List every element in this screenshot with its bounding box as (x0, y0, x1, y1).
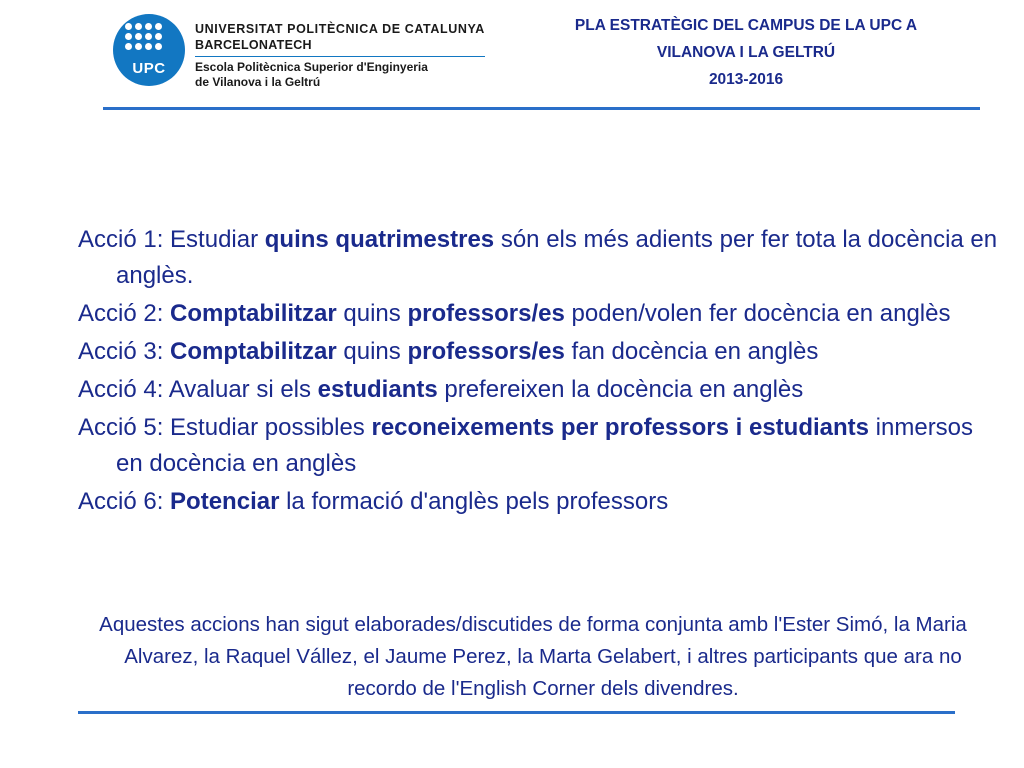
action-text: Acció 3: (78, 338, 171, 365)
upc-logo (113, 14, 493, 94)
action-text: quins quatrimestres (264, 226, 495, 253)
university-subname: BARCELONATECH (195, 38, 312, 52)
school-name-line1: Escola Politècnica Superior d'Enginyeria (195, 60, 428, 74)
action-text: Acció 2: (78, 300, 171, 327)
bottom-divider (78, 711, 955, 714)
action-item-4 (78, 372, 998, 408)
action-text: professors/es (407, 338, 565, 365)
action-text: poden/volen fer docència en anglès (564, 300, 951, 327)
logo-divider (195, 56, 485, 57)
credits-note: Aquestes accions han sigut elaborades/discutides de forma conjunta amb l'Ester Simó, la Maria Alvarez, la Raquel Vállez, el Jaume Perez, la Marta Gelabert, i altres participants que ara no recordo de l'English Corner dels divendres. (99, 613, 967, 700)
action-text: Acció 4: Avaluar si els (78, 376, 318, 403)
action-text: fan docència en anglès (564, 338, 819, 365)
university-name: UNIVERSITAT POLITÈCNICA DE CATALUNYA (195, 22, 485, 36)
actions-list (78, 222, 998, 522)
page-title (512, 12, 980, 93)
title-line1: PLA ESTRATÈGIC DEL CAMPUS DE LA UPC A (574, 17, 918, 34)
action-text: Comptabilitzar (170, 300, 337, 327)
logo-abbr: UPC (132, 60, 166, 77)
action-text: són els més adients per fer tota la docència en anglès. (116, 226, 998, 289)
title-line3: 2013-2016 (708, 71, 784, 88)
action-item-1 (78, 222, 998, 294)
action-text: reconeixements per professors i estudiants (371, 414, 869, 441)
action-text: Potenciar (170, 488, 280, 515)
action-item-2 (78, 296, 998, 332)
logo-dots-icon (125, 23, 173, 59)
title-line2: VILANOVA I LA GELTRÚ (656, 44, 836, 61)
action-text: la formació d'anglès pels professors (279, 488, 669, 515)
action-text: estudiants (317, 376, 438, 403)
school-name-line2: de Vilanova i la Geltrú (195, 75, 321, 89)
action-text: quins (336, 338, 408, 365)
action-text: professors/es (407, 300, 565, 327)
action-item-5 (78, 410, 998, 482)
action-text: Acció 6: (78, 488, 171, 515)
action-text: quins (336, 300, 408, 327)
action-text: inmersos en docència en anglès (116, 414, 974, 477)
action-text: Acció 5: Estudiar possibles (78, 414, 372, 441)
top-divider (103, 107, 980, 110)
action-text: Comptabilitzar (170, 338, 337, 365)
action-text: Acció 1: Estudiar (78, 226, 265, 253)
upc-logo-emblem-icon (113, 14, 185, 86)
action-item-3 (78, 334, 998, 370)
action-text: prefereixen la docència en anglès (437, 376, 804, 403)
action-item-6 (78, 484, 998, 520)
